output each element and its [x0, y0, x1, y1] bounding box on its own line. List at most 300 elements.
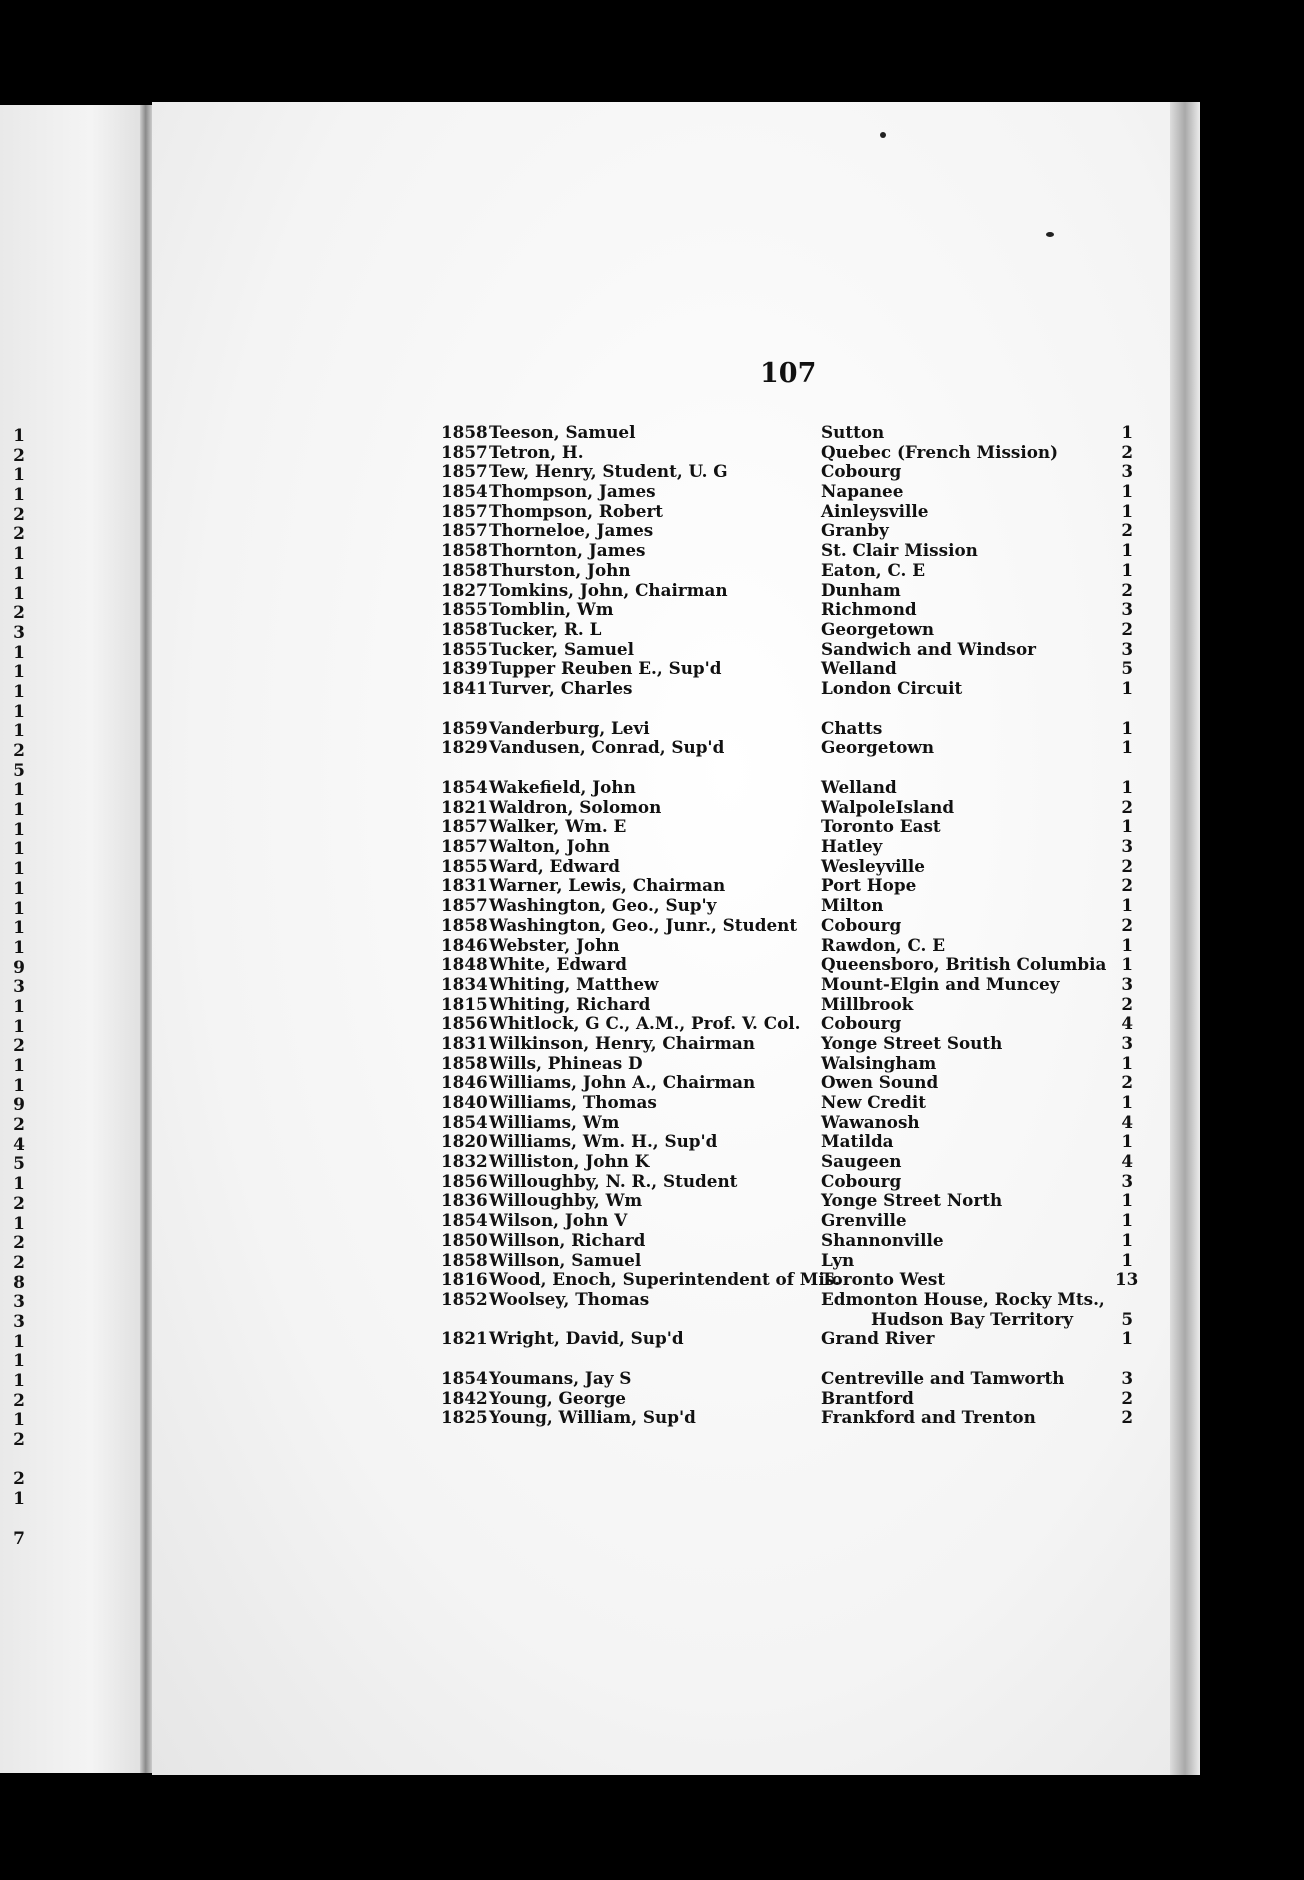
facing-page-number: 3 — [13, 1292, 25, 1313]
entry-name: Thurston, John — [489, 559, 631, 580]
facing-page-number: 5 — [13, 1154, 25, 1175]
entry-name: Tew, Henry, Student, U. G — [489, 461, 728, 482]
entry-count: 1 — [1121, 954, 1133, 975]
entry-year: 1858 — [441, 540, 488, 561]
facing-page-number — [4, 1451, 34, 1471]
directory-entry — [441, 1290, 1141, 1310]
page — [152, 102, 1200, 1775]
page-edge — [1170, 102, 1200, 1775]
entry-year: 1816 — [441, 1269, 488, 1290]
scan-top-border — [0, 0, 1304, 102]
entry-count: 1 — [1121, 1092, 1133, 1112]
facing-page-number-column — [4, 427, 34, 1549]
entry-year: 1857 — [441, 500, 488, 521]
entry-year: 1831 — [441, 1032, 488, 1053]
entry-year: 1846 — [441, 934, 488, 955]
entry-place: Richmond — [821, 599, 917, 620]
facing-page-number: 5 — [13, 760, 25, 781]
entry-count: 2 — [1121, 618, 1133, 639]
entry-year: 1858 — [441, 1249, 488, 1270]
entry-count: 2 — [1121, 1407, 1133, 1428]
entry-year: 1840 — [441, 1092, 488, 1112]
entry-year: 1852 — [441, 1288, 488, 1309]
entry-name: Warner, Lewis, Chairman — [489, 875, 726, 896]
entry-name: Wilkinson, Henry, Chairman — [489, 1032, 755, 1053]
entry-count: 1 — [1121, 1052, 1133, 1073]
entry-place: Yonge Street North — [821, 1190, 1003, 1211]
entry-place: Georgetown — [821, 618, 935, 639]
facing-page-number: 2 — [13, 1430, 25, 1451]
entry-place: Owen Sound — [821, 1072, 939, 1093]
entry-count: 2 — [1121, 520, 1133, 541]
entry-count: 1 — [1121, 677, 1133, 698]
entry-place: Frankford and Trenton — [821, 1407, 1036, 1428]
entry-name: Turver, Charles — [489, 677, 633, 698]
entry-name: Willoughby, N. R., Student — [489, 1170, 738, 1191]
entry-name: Tomblin, Wm — [489, 599, 614, 620]
directory-entry — [441, 600, 1141, 620]
entry-place: Welland — [821, 658, 897, 679]
entry-count: 4 — [1121, 1111, 1133, 1132]
entry-year: 1859 — [441, 717, 488, 738]
entry-place: Quebec (French Mission) — [821, 441, 1059, 462]
entry-name: Thompson, James — [489, 481, 656, 502]
entry-count: 2 — [1121, 855, 1133, 876]
entry-year: 1846 — [441, 1072, 488, 1093]
directory-entry — [441, 975, 1141, 995]
entry-year: 1832 — [441, 1151, 488, 1172]
entry-name: Wakefield, John — [489, 777, 636, 797]
entry-count: 1 — [1121, 500, 1133, 521]
facing-page-number: 2 — [13, 1233, 25, 1254]
directory-entry — [441, 896, 1141, 916]
facing-page-number — [4, 1510, 34, 1530]
directory-entry — [441, 1014, 1141, 1034]
entry-year: 1857 — [441, 895, 488, 916]
entry-year: 1855 — [441, 638, 488, 659]
entry-name: Tetron, H. — [489, 441, 584, 462]
entry-count: 1 — [1121, 1249, 1133, 1270]
entry-count: 1 — [1121, 422, 1133, 442]
entry-year: 1820 — [441, 1131, 488, 1152]
directory-entry — [441, 1310, 1141, 1330]
entry-place: Georgetown — [821, 737, 935, 758]
entry-place: Queensboro, British Columbia — [821, 954, 1107, 975]
entry-place: Ainleysville — [821, 500, 929, 521]
entry-year: 1858 — [441, 559, 488, 580]
entry-year: 1858 — [441, 422, 488, 442]
entry-year: 1854 — [441, 1210, 488, 1231]
facing-page-number: 1 — [13, 1174, 25, 1195]
entry-year: 1857 — [441, 441, 488, 462]
entry-count: 1 — [1121, 559, 1133, 580]
facing-page-number: 2 — [13, 1193, 25, 1214]
entry-year: 1857 — [441, 520, 488, 541]
entry-name: Washington, Geo., Sup'y — [489, 895, 717, 916]
entry-year: 1854 — [441, 777, 488, 797]
entry-year: 1855 — [441, 855, 488, 876]
facing-page-number: 2 — [13, 504, 25, 525]
directory-entry — [441, 876, 1141, 896]
facing-page-number: 1 — [13, 800, 25, 821]
entry-count: 5 — [1121, 1308, 1133, 1329]
directory-entry — [441, 581, 1141, 601]
entry-place: Shannonville — [821, 1229, 944, 1250]
entry-year: 1854 — [441, 1367, 488, 1388]
facing-page-number: 9 — [13, 1095, 25, 1116]
entry-name: Ward, Edward — [489, 855, 620, 876]
entry-place: St. Clair Mission — [821, 540, 978, 561]
entry-name: Thornton, James — [489, 540, 646, 561]
directory-entry — [441, 916, 1141, 936]
directory-entry — [441, 1172, 1141, 1192]
entry-count: 5 — [1121, 658, 1133, 679]
entry-place: Saugeen — [821, 1151, 902, 1172]
entry-name: Willson, Richard — [489, 1229, 646, 1250]
entry-name: Waldron, Solomon — [489, 796, 662, 817]
entry-year: 1856 — [441, 1013, 488, 1034]
facing-page-number: 2 — [13, 1036, 25, 1057]
entry-place: Chatts — [821, 717, 883, 738]
entry-count: 2 — [1121, 1387, 1133, 1408]
facing-page-number: 2 — [13, 1115, 25, 1136]
entry-place: Wesleyville — [821, 855, 925, 876]
facing-page-number: 4 — [13, 1134, 25, 1155]
entry-count: 1 — [1121, 934, 1133, 955]
facing-page-number: 1 — [13, 937, 25, 958]
group-spacer — [441, 1349, 1141, 1369]
entry-count: 2 — [1121, 796, 1133, 817]
entry-name: Vandusen, Conrad, Sup'd — [489, 737, 725, 758]
entry-name: Young, William, Sup'd — [489, 1407, 696, 1428]
entry-count: 1 — [1121, 895, 1133, 916]
entry-place: Sandwich and Windsor — [821, 638, 1037, 659]
facing-page-number: 1 — [13, 426, 25, 446]
entry-count: 13 — [1115, 1269, 1139, 1290]
entry-count: 3 — [1121, 836, 1133, 857]
facing-page-number: 1 — [13, 544, 25, 565]
entry-name: White, Edward — [489, 954, 627, 975]
facing-page-number: 2 — [13, 524, 25, 545]
facing-page-number: 1 — [13, 819, 25, 840]
entry-name: Tomkins, John, Chairman — [489, 579, 728, 600]
directory-entry — [441, 1251, 1141, 1271]
directory-entry — [441, 640, 1141, 660]
entry-place: Brantford — [821, 1387, 914, 1408]
entry-name: Walton, John — [489, 836, 610, 857]
facing-page-number: 1 — [13, 918, 25, 939]
directory-list — [441, 423, 1141, 1428]
entry-count: 2 — [1121, 914, 1133, 935]
entry-year: 1841 — [441, 677, 488, 698]
facing-page — [0, 105, 152, 1773]
directory-entry — [441, 1389, 1141, 1409]
facing-page-number: 1 — [13, 701, 25, 722]
entry-name: Young, George — [489, 1387, 626, 1408]
entry-place: Cobourg — [821, 914, 902, 935]
entry-year: 1821 — [441, 796, 488, 817]
entry-name: Woolsey, Thomas — [489, 1288, 650, 1309]
directory-entry — [441, 482, 1141, 502]
directory-entry — [441, 995, 1141, 1015]
facing-page-number: 1 — [13, 1489, 25, 1510]
entry-count: 1 — [1121, 737, 1133, 758]
directory-entry — [441, 502, 1141, 522]
directory-entry — [441, 719, 1141, 739]
directory-entry — [441, 837, 1141, 857]
entry-place: Toronto East — [821, 816, 941, 837]
entry-year: 1856 — [441, 1170, 488, 1191]
entry-year: 1854 — [441, 481, 488, 502]
entry-year: 1842 — [441, 1387, 488, 1408]
entry-name: Whiting, Matthew — [489, 973, 659, 994]
entry-year: 1854 — [441, 1111, 488, 1132]
entry-count: 3 — [1121, 1032, 1133, 1053]
group-spacer — [441, 758, 1141, 778]
entry-count: 1 — [1121, 1190, 1133, 1211]
facing-page-number: 1 — [13, 1056, 25, 1076]
facing-page-number: 3 — [13, 977, 25, 998]
entry-place: Walsingham — [821, 1052, 937, 1073]
entry-count: 3 — [1121, 461, 1133, 482]
facing-page-number: 1 — [13, 721, 25, 742]
entry-place: Eaton, C. E — [821, 559, 926, 580]
directory-entry — [441, 1369, 1141, 1389]
facing-page-number: 1 — [13, 465, 25, 486]
entry-place: Sutton — [821, 422, 885, 442]
directory-entry — [441, 778, 1141, 798]
entry-year: 1815 — [441, 993, 488, 1014]
entry-year: 1858 — [441, 1052, 488, 1073]
entry-place: Hudson Bay Territory — [871, 1308, 1073, 1329]
entry-place: Grand River — [821, 1328, 935, 1349]
page-number: 107 — [760, 358, 817, 389]
entry-name: Williston, John K — [489, 1151, 650, 1172]
entry-count: 3 — [1121, 1367, 1133, 1388]
entry-place: Centreville and Tamworth — [821, 1367, 1065, 1388]
entry-name: Walker, Wm. E — [489, 816, 627, 837]
directory-entry — [441, 462, 1141, 482]
entry-year: 1829 — [441, 737, 488, 758]
facing-page-number: 1 — [13, 1410, 25, 1431]
facing-page-number: 1 — [13, 859, 25, 880]
directory-entry — [441, 955, 1141, 975]
facing-page-number: 2 — [13, 1469, 25, 1490]
entry-name: Thorneloe, James — [489, 520, 654, 541]
ink-speck — [1046, 232, 1054, 237]
facing-page-number: 2 — [13, 1390, 25, 1411]
entry-count: 1 — [1121, 1131, 1133, 1152]
facing-page-number: 8 — [13, 1272, 25, 1293]
entry-place: Mount-Elgin and Muncey — [821, 973, 1060, 994]
entry-name: Tucker, R. L — [489, 618, 602, 639]
entry-year: 1848 — [441, 954, 488, 975]
entry-place: Welland — [821, 777, 897, 797]
entry-name: Willoughby, Wm — [489, 1190, 643, 1211]
entry-year: 1857 — [441, 816, 488, 837]
entry-place: Milton — [821, 895, 884, 916]
scan-bottom-border — [0, 1775, 1304, 1880]
facing-page-number: 1 — [13, 1371, 25, 1391]
entry-name: Whitlock, G C., A.M., Prof. V. Col. — [489, 1013, 801, 1034]
entry-name: Youmans, Jay S — [489, 1367, 632, 1388]
facing-page-number: 1 — [13, 662, 25, 683]
facing-page-number: 2 — [13, 1252, 25, 1273]
entry-name: Tucker, Samuel — [489, 638, 634, 659]
directory-entry — [441, 1034, 1141, 1054]
entry-place: Toronto West — [821, 1269, 946, 1290]
facing-page-number: 1 — [13, 485, 25, 506]
entry-place: Dunham — [821, 579, 901, 600]
directory-entry — [441, 798, 1141, 818]
entry-count: 2 — [1121, 579, 1133, 600]
entry-place: Yonge Street South — [821, 1032, 1003, 1053]
entry-count: 3 — [1121, 973, 1133, 994]
directory-entry — [441, 1191, 1141, 1211]
entry-year: 1855 — [441, 599, 488, 620]
entry-year: 1834 — [441, 973, 488, 994]
group-spacer — [441, 699, 1141, 719]
entry-count: 2 — [1121, 993, 1133, 1014]
directory-entry — [441, 1093, 1141, 1113]
entry-name: Willson, Samuel — [489, 1249, 642, 1270]
directory-entry — [441, 1408, 1141, 1428]
directory-entry — [441, 1054, 1141, 1074]
entry-name: Whiting, Richard — [489, 993, 651, 1014]
facing-page-number: 9 — [13, 957, 25, 978]
facing-page-number: 1 — [13, 563, 25, 584]
directory-entry — [441, 1113, 1141, 1133]
facing-page-number: 1 — [13, 583, 25, 604]
entry-year: 1857 — [441, 461, 488, 482]
entry-year: 1821 — [441, 1328, 488, 1349]
directory-entry — [441, 620, 1141, 640]
entry-count: 2 — [1121, 441, 1133, 462]
entry-place: Napanee — [821, 481, 904, 502]
directory-entry — [441, 738, 1141, 758]
entry-name: Williams, John A., Chairman — [489, 1072, 756, 1093]
entry-count: 1 — [1121, 540, 1133, 561]
facing-page-number: 1 — [13, 898, 25, 919]
directory-entry — [441, 1329, 1141, 1349]
directory-entry — [441, 659, 1141, 679]
entry-year: 1825 — [441, 1407, 488, 1428]
directory-entry — [441, 541, 1141, 561]
entry-year: 1839 — [441, 658, 488, 679]
directory-entry — [441, 1270, 1141, 1290]
entry-year: 1857 — [441, 836, 488, 857]
facing-page-number: 1 — [13, 996, 25, 1017]
facing-page-number: 1 — [13, 1016, 25, 1037]
directory-entry — [441, 857, 1141, 877]
entry-place: Rawdon, C. E — [821, 934, 945, 955]
entry-count: 4 — [1121, 1013, 1133, 1034]
entry-name: Wright, David, Sup'd — [489, 1328, 684, 1349]
entry-place: Millbrook — [821, 993, 914, 1014]
entry-count: 1 — [1121, 816, 1133, 837]
entry-year: 1827 — [441, 579, 488, 600]
entry-year: 1831 — [441, 875, 488, 896]
entry-year: 1858 — [441, 618, 488, 639]
entry-place: Cobourg — [821, 461, 902, 482]
entry-year: 1850 — [441, 1229, 488, 1250]
directory-entry — [441, 1231, 1141, 1251]
entry-count: 1 — [1121, 717, 1133, 738]
entry-count: 3 — [1121, 1170, 1133, 1191]
directory-entry — [441, 423, 1141, 443]
entry-count: 2 — [1121, 1072, 1133, 1093]
entry-name: Williams, Wm. H., Sup'd — [489, 1131, 718, 1152]
entry-count: 3 — [1121, 599, 1133, 620]
directory-entry — [441, 1211, 1141, 1231]
entry-name: Vanderburg, Levi — [489, 717, 650, 738]
scan-right-border — [1200, 0, 1304, 1880]
directory-entry — [441, 521, 1141, 541]
entry-year: 1858 — [441, 914, 488, 935]
entry-count: 3 — [1121, 638, 1133, 659]
entry-place: Hatley — [821, 836, 883, 857]
entry-count: 1 — [1121, 1328, 1133, 1349]
entry-count: 1 — [1121, 481, 1133, 502]
entry-count: 1 — [1121, 1229, 1133, 1250]
facing-page-number: 2 — [13, 445, 25, 466]
entry-name: Wood, Enoch, Superintendent of Mis. — [489, 1269, 841, 1290]
entry-count: 1 — [1121, 777, 1133, 797]
entry-place: Edmonton House, Rocky Mts., — [821, 1288, 1105, 1309]
facing-page-number: 1 — [13, 642, 25, 663]
ink-speck — [880, 132, 886, 138]
entry-place: New Credit — [821, 1092, 927, 1112]
directory-entry — [441, 936, 1141, 956]
facing-page-number: 1 — [13, 780, 25, 801]
entry-name: Washington, Geo., Junr., Student — [489, 914, 798, 935]
entry-place: Grenville — [821, 1210, 907, 1231]
directory-entry — [441, 1152, 1141, 1172]
facing-page-number: 1 — [13, 681, 25, 702]
directory-entry — [441, 443, 1141, 463]
directory-entry — [441, 679, 1141, 699]
facing-page-number: 1 — [13, 1331, 25, 1352]
entry-place: Granby — [821, 520, 889, 541]
facing-page-number: 1 — [13, 1351, 25, 1372]
facing-page-number: 2 — [13, 741, 25, 761]
entry-name: Webster, John — [489, 934, 620, 955]
facing-page-number: 1 — [13, 1213, 25, 1234]
entry-place: WalpoleIsland — [821, 796, 955, 817]
directory-entry — [441, 561, 1141, 581]
directory-entry — [441, 1132, 1141, 1152]
entry-name: Williams, Thomas — [489, 1092, 657, 1112]
facing-page-number: 1 — [13, 878, 25, 899]
entry-count: 1 — [1121, 1210, 1133, 1231]
entry-name: Williams, Wm — [489, 1111, 620, 1132]
entry-name: Wills, Phineas D — [489, 1052, 643, 1073]
facing-page-number: 3 — [13, 1311, 25, 1332]
entry-place: London Circuit — [821, 677, 963, 698]
entry-name: Tupper Reuben E., Sup'd — [489, 658, 722, 679]
facing-page-number: 2 — [13, 603, 25, 624]
entry-name: Teeson, Samuel — [489, 422, 636, 442]
entry-place: Cobourg — [821, 1013, 902, 1034]
directory-entry — [441, 817, 1141, 837]
entry-place: Wawanosh — [821, 1111, 920, 1132]
entry-place: Matilda — [821, 1131, 894, 1152]
directory-entry — [441, 1073, 1141, 1093]
facing-page-number: 3 — [13, 622, 25, 643]
entry-place: Cobourg — [821, 1170, 902, 1191]
entry-place: Lyn — [821, 1249, 855, 1270]
facing-page-number: 1 — [13, 1075, 25, 1096]
